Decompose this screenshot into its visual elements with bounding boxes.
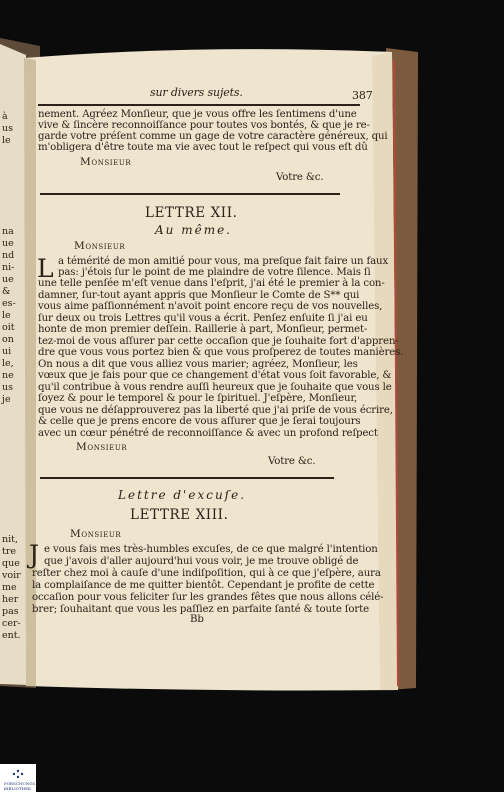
- letter12-line: que vous ne déſapprouverez pas la liberté que j'ai priſe de vous écrire,: [38, 405, 393, 416]
- library-logo-line: FORSCHUNGS: [4, 781, 36, 786]
- left-margin-fragment: her: [2, 594, 19, 605]
- letter12-line: & celle que je prens encore de vous aſſurer que je ſerai toujours: [38, 416, 361, 427]
- letter12-line: dre que vous vous portez bien & que vous proſperez de toutes manières.: [38, 347, 404, 358]
- left-margin-fragment: à: [2, 111, 8, 122]
- signature-mark: Bb: [190, 614, 204, 625]
- left-margin-fragment: ui: [2, 346, 12, 357]
- left-margin-fragment: cer-: [2, 618, 21, 629]
- left-margin-fragment: on: [2, 334, 14, 345]
- letter12-line: vœux que je fais pour que ce changement d'état vous ſoit favorable, &: [38, 370, 392, 381]
- letter12-line: pas: j'étois ſur le point de me plaindre de votre ſilence. Mais ſi: [58, 267, 371, 278]
- left-margin-fragment: que: [2, 558, 20, 569]
- letter13-line: brer; ſouhaitant que vous les paſſiez en parfaite ſanté & toute ſorte: [32, 604, 369, 615]
- left-margin-fragment: ue: [2, 274, 14, 285]
- letter12-line: a témérité de mon amitié pour vous, ma preſque fait faire un faux: [58, 256, 389, 267]
- left-margin-fragment: es-: [2, 298, 16, 309]
- library-logo: [0, 764, 36, 792]
- letter13-subtitle: Lettre d'excuſe.: [118, 488, 247, 502]
- left-margin-fragment: me: [2, 582, 17, 593]
- left-margin-fragment: le,: [2, 358, 14, 369]
- letter12-line: une telle penſée m'eſt venue dans l'eſprit, j'ai été le premier à la con-: [38, 278, 385, 289]
- letter12-line: ſur deux ou trois Lettres qu'il vous a écrit. Penſez enſuite ſi j'ai eu: [38, 313, 368, 324]
- top-salutation: Monsieur: [80, 156, 132, 168]
- running-title: sur divers sujets.: [150, 86, 243, 99]
- left-margin-fragment: ni-: [2, 262, 15, 273]
- section-rule: [40, 193, 340, 195]
- left-margin-fragment: oit: [2, 322, 15, 333]
- left-margin-fragment: ent.: [2, 630, 21, 641]
- letter12-salutation: Monsieur: [74, 240, 126, 252]
- top-closing: Votre &c.: [276, 172, 324, 183]
- letter13-line: que j'avois d'aller aujourd'hui vous voir, je me trouve obligé de: [44, 556, 359, 567]
- top-paragraph-line: garde votre préſent comme un gage de votre caractère généreux, qui: [38, 131, 388, 142]
- left-margin-fragment: nd: [2, 250, 15, 261]
- letter12-drop-cap: L: [37, 254, 54, 283]
- letter13-drop-cap: J: [29, 540, 40, 569]
- left-margin-fragment: le: [2, 310, 11, 321]
- letter13-salutation: Monsieur: [70, 528, 122, 540]
- letter13-line: la complaiſance de me quitter bientôt. Cependant je profite de cette: [32, 580, 375, 591]
- letter12-line: qu'il contribue à vous rendre auſſi heureux que je ſouhaite que vous le: [38, 382, 392, 393]
- left-margin-fragment: na: [2, 226, 14, 237]
- library-logo-line: BIBLIOTHEK: [4, 786, 32, 791]
- letter12-line: damner, ſur-tout ayant appris que Monſieur le Comte de S** qui: [38, 290, 360, 301]
- left-margin-fragment: &: [2, 286, 11, 297]
- page-number: 387: [352, 89, 373, 102]
- left-margin-fragment: us: [2, 123, 13, 134]
- top-paragraph-line: m'obligera d'être toute ma vie avec tout le reſpect qui vous eſt dû: [38, 142, 368, 153]
- letter13-line: e vous fais mes très-humbles excuſes, de ce que malgré l'intention: [44, 544, 378, 555]
- left-margin-fragment: us: [2, 382, 13, 393]
- letter13-line: occaſion pour vous feliciter ſur les grandes fêtes que nous allons célé-: [32, 592, 384, 603]
- header-rule: [38, 104, 360, 106]
- letter12-closing-salutation: Monsieur: [76, 441, 128, 453]
- letter12-line: tez-moi de vous aſſurer par cette occaſion que je ſouhaite fort d'appren-: [38, 336, 399, 347]
- letter12-line: honte de mon premier deſſein. Raillerie à part, Monſieur, permet-: [38, 324, 368, 335]
- left-margin-fragment: nit,: [2, 534, 18, 545]
- left-margin-fragment: ue: [2, 238, 14, 249]
- left-margin-fragment: pas: [2, 606, 19, 617]
- left-margin-fragment: ne: [2, 370, 14, 381]
- section-rule: [40, 477, 334, 479]
- left-margin-fragment: tre: [2, 546, 16, 557]
- letter12-closing: Votre &c.: [268, 456, 316, 467]
- letter12-subtitle: Au même.: [155, 223, 232, 237]
- top-paragraph-line: vive & ſincère reconnoiſſance pour toutes vos bontés, & que je re-: [38, 120, 370, 131]
- library-emblem-icon: [0, 765, 36, 781]
- letter13-title: LETTRE XIII.: [130, 507, 229, 523]
- letter12-line: avec un cœur pénétré de reconnoiſſance & avec un profond reſpect: [38, 428, 378, 439]
- left-margin-fragment: voir: [2, 570, 21, 581]
- letter13-line: reſter chez moi à cauſe d'une indiſpoſition, qui à ce que j'eſpère, aura: [32, 568, 381, 579]
- letter12-title: LETTRE XII.: [145, 205, 238, 221]
- letter12-line: vous aime paſſionnément n'avoit point encore reçu de vos nouvelles,: [38, 301, 383, 312]
- left-margin-fragment: le: [2, 135, 11, 146]
- left-margin-fragment: je: [2, 394, 11, 405]
- letter12-line: ſoyez & pour le temporel & pour le ſpirituel. J'eſpère, Monſieur,: [38, 393, 358, 404]
- top-paragraph-line: nement. Agréez Monſieur, que je vous offre les ſentimens d'une: [38, 109, 357, 120]
- letter12-line: On nous a dit que vous alliez vous marier; agréez, Monſieur, les: [38, 359, 358, 370]
